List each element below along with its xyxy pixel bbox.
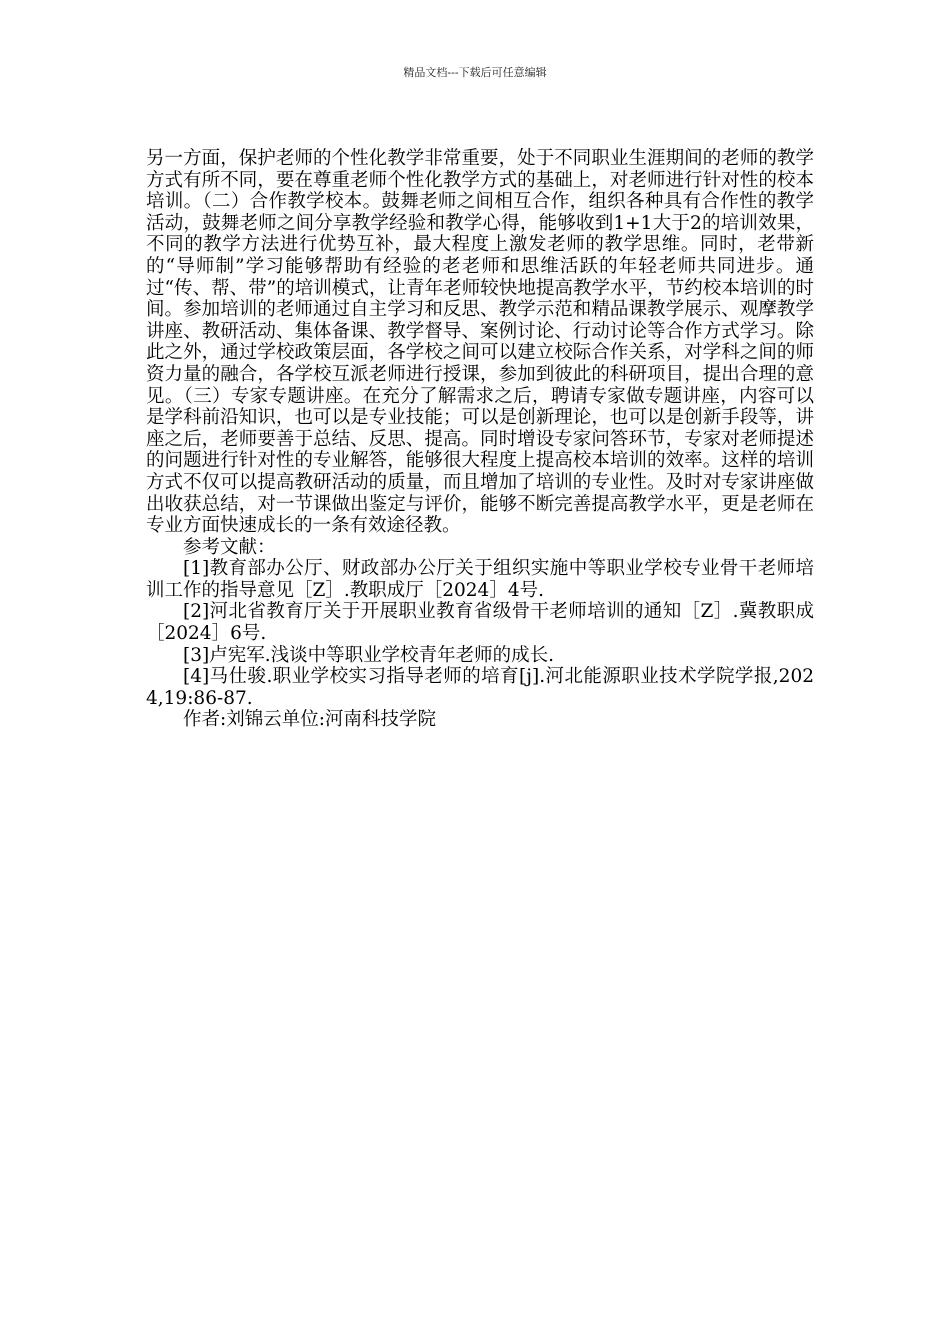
author-line: 作者:刘锦云单位:河南科技学院 [183, 709, 436, 731]
reference-item: [2]河北省教育厅关于开展职业教育省级骨干老师培训的通知［Z］.冀教职成［2024］6号. [146, 601, 814, 645]
reference-item: [4]马仕骏.职业学校实习指导老师的培育[j].河北能源职业技术学院学报,2024,19:86-87. [146, 666, 814, 709]
reference-item: [3]卢宪军.浅谈中等职业学校青年老师的成长. [183, 644, 554, 666]
body-paragraph: 另一方面，保护老师的个性化教学非常重要，处于不同职业生涯期间的老师的教学方式有所不同，要在尊重老师个性化教学方式的基础上，对老师进行针对性的校本培训。（二）合作教学校本。鼓舞老师之间相互合作，组织各种具有合作性的教学活动，鼓舞老师之间分享教学经验和教学心得，能够收到1+1大于2的培训效果，不同的教学方法进行优势互补，最大程度上激发老师的教学思维。同时，老带新的“导师制”学习能够帮助有经验的老老师和思维活跃的年轻老师共同进步。通过“传、帮、带”的培训模式，让青年老师较快地提高教学水平，节约校本培训的时间。参加培训的老师通过自主学习和反思、教学示范和精品课教学展示、观摩教学讲座、教研活动、集体备课、教学督导、案例讨论、行动讨论等合作方式学习。除此之外，通过学校政策层面，各学校之间可以建立校际合作关系，对学科之间的师资力量的融合，各学校互派老师进行授课，参加到彼此的科研项目，提出合理的意见。（三）专家专题讲座。在充分了解需求之后，聘请专家做专题讲座，内容可以是学科前沿知识，也可以是专业技能；可以是创新理论，也可以是创新手段等，讲座之后，老师要善于总结、反思、提高。同时增设专家问答环节，专家对老师提述的问题进行针对性的专业解答，能够很大程度上提高校本培训的效率。这样的培训方式不仅可以提高教研活动的质量，而且增加了培训的专业性。及时对专家讲座做出收获总结，对一节课做出鉴定与评价，能够不断完善提高教学水平，更是老师在专业方面快速成长的一条有效途径教。 [146, 148, 814, 537]
document-body [146, 148, 814, 731]
references-heading: 参考文献： [183, 536, 276, 558]
page-header: 精品文档---下载后可任意编辑 [403, 66, 547, 79]
references-section [146, 537, 814, 731]
reference-item: [1]教育部办公厅、财政部办公厅关于组织实施中等职业学校专业骨干老师培训工作的指导意见［Z］.教职成厅［2024］4号. [146, 558, 814, 601]
